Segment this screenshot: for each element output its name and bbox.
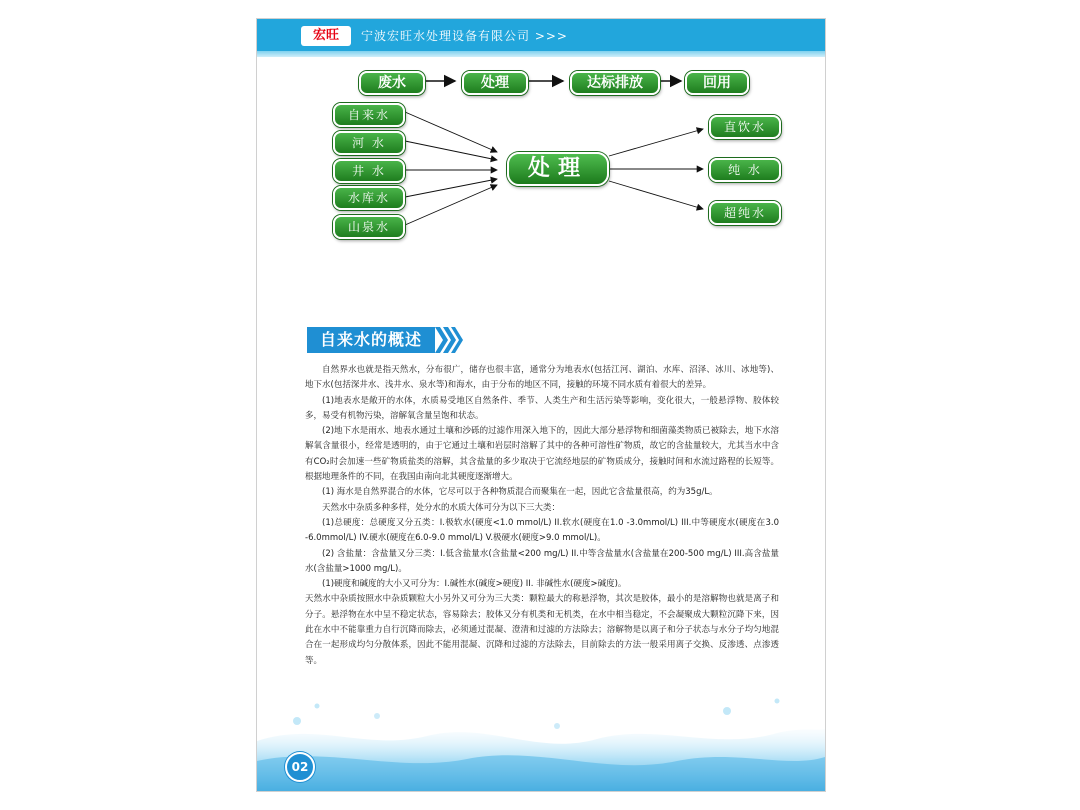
company-name: 宁波宏旺水处理设备有限公司 >>>	[361, 29, 568, 43]
flow-src-arrow-4	[405, 179, 497, 197]
flow-out-arrow-1	[609, 129, 703, 156]
paragraph-particle-size: 天然水中杂质按照水中杂质颗粒大小另外又可分为三大类：颗粒最大的称悬浮物，其次是胶体，最小的是溶解物也就是离子和分子。悬浮物在水中呈不稳定状态，容易除去；胶体又分有机类和无机类，在水中相当稳定，不会凝聚成大颗粒沉降下来，因此在水中不能靠重力自行沉降而除去，必须通过混凝、澄清和过滤的方法除去；溶解物是以离子和分子状态与水分子均匀地混合在一起形成均匀分散体系，因此不能用混凝、沉降和过滤的方法除去，目前除去的方法一般采用离子交换、反渗透、点渗透等。	[305, 594, 779, 666]
flow-source-river-water: 河 水	[333, 131, 405, 155]
section-title: 自来水的概述	[307, 327, 435, 353]
flow-output-ultrapure-water: 超纯水	[709, 201, 781, 225]
flow-top-node-discharge: 达标排放	[570, 71, 660, 95]
flow-source-reservoir-water: 水库水	[333, 186, 405, 210]
page-number: 02	[285, 752, 315, 782]
flow-out-arrow-3	[609, 181, 703, 209]
flow-src-arrow-1	[405, 112, 497, 152]
flow-src-arrow-5	[405, 185, 497, 225]
flow-source-well-water: 井 水	[333, 159, 405, 183]
document-page	[256, 18, 826, 792]
paragraph-total-hardness: (1)总硬度：总硬度又分五类：I.极软水(硬度<1.0 mmol/L) II.软水(硬度在1.0 -3.0mmol/L) III.中等硬度水(硬度在3.0 -6.0mmol/L) IV.硬水(硬度在6.0-9.0 mmol/L) V.极硬水(硬度>9.0 mmol/L)。	[305, 517, 779, 544]
paragraph-groundwater: (2)地下水是雨水、地表水通过土壤和沙砾的过滤作用深入地下的，因此大部分悬浮物和细菌藻类物质已被除去，地下水溶解氧含量很小，经常是透明的，由于它通过土壤和岩层时溶解了其中的各种可溶性矿物质，故它的含盐量较大，尤其当水中含有CO₂时会加速一些矿物质盐类的溶解，其含盐量的多少取决于它流经地层的矿物质成分，接触时间和水流过路程的长短等。根据地理条件的不同，在我国由南向北其硬度逐渐增大。	[305, 426, 779, 483]
paragraph-alkalinity: (1)硬度和碱度的大小又可分为：I.碱性水(碱度>硬度) II. 非碱性水(硬度>碱度)。	[322, 579, 627, 590]
flow-src-arrow-2	[405, 141, 497, 160]
company-logo: 宏旺	[301, 26, 351, 46]
flow-output-direct-drinking-water: 直饮水	[709, 115, 781, 139]
flow-top-node-wastewater: 废水	[359, 71, 425, 95]
paragraph-surface-water: (1)地表水是敞开的水体，水质易受地区自然条件、季节、人类生产和生活污染等影响，变化很大，一般悬浮物、胶体较多，易受有机物污染，溶解氧含量呈饱和状态。	[305, 395, 779, 421]
flow-output-pure-water: 纯 水	[709, 158, 781, 182]
water-splash-decoration	[257, 681, 825, 791]
paragraph-seawater: (1) 海水是自然界混合的水体，它尽可以于各种物质混合而聚集在一起，因此它含盐量很高，约为35g/L。	[322, 487, 718, 498]
paragraph-salt-content: (2) 含盐量：含盐量又分三类：I.低含盐量水(含盐量<200 mg/L) II.中等含盐量水(含盐量在200-500 mg/L) III.高含盐量水(含盐量>1000 mg/L)。	[305, 548, 779, 574]
flow-top-node-treatment: 处理	[462, 71, 528, 95]
body-text	[305, 363, 779, 669]
paragraph-impurity-intro: 天然水中杂质多种多样，处分水的水质大体可分为以下三大类：	[322, 502, 561, 513]
flow-source-spring-water: 山泉水	[333, 215, 405, 239]
flow-top-node-reuse: 回用	[685, 71, 749, 95]
paragraph-natural-water: 自然界水也就是指天然水，分布很广，储存也很丰富，通常分为地表水(包括江河、湖泊、水库、沼泽、冰川、冰地等)、地下水(包括深井水、浅井水、泉水等)和海水，由于分布的地区不同，接触的环境不同水质有着很大的差异。	[305, 365, 779, 391]
flow-source-tap-water: 自来水	[333, 103, 405, 127]
section-title-chevrons	[435, 327, 463, 353]
flow-center-treatment: 处理	[507, 152, 609, 186]
